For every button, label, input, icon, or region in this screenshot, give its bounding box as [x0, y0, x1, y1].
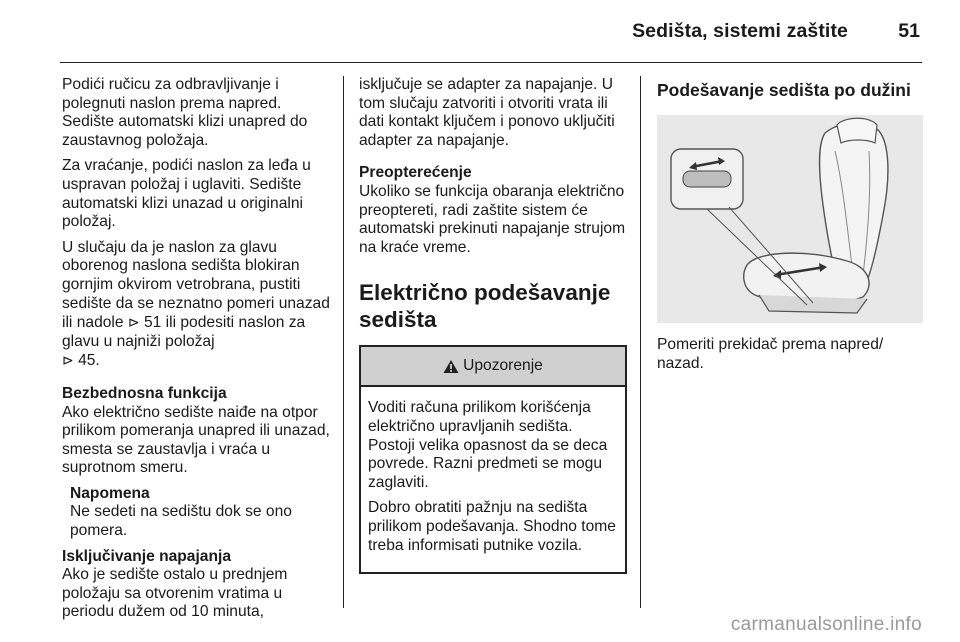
warning-paragraph-2: Dobro obratiti pažnju na sedišta prilikom podešavanja. Shodno tome treba informisati putnike vozila. [368, 499, 616, 554]
warning-paragraph-1: Voditi računa prilikom korišćenja električno upravljanih sedišta. Postoji velika opasnost da se deca povrede. Razni predmeti se mogu zaglaviti. [368, 399, 608, 491]
column-2 [359, 76, 627, 574]
note-block [62, 485, 330, 541]
warning-header [361, 347, 625, 387]
paragraph-headrest-blocked: U slučaju da je naslon za glavu oborenog naslona sedišta blokiran gornjim okvirom vetrobrana, pustiti sedište da se neznatno pomeri unazad ili nadole ⊳ 51 ili podesiti naslon za glavu u najniži položaj ⊳ 45. [62, 238, 330, 370]
page-ref-arrow-icon: ⊳ [127, 314, 140, 331]
page-ref-arrow-icon: ⊳ [62, 352, 74, 369]
warning-box [359, 345, 627, 574]
page-reference-link[interactable]: 51 [143, 314, 162, 332]
paragraph-safety-function: Ako električno sedište naiđe na otpor prilikom pomeranja unapred ili unazad, smesta se zaustavlja i vraća u suprotnom smeru. [62, 403, 330, 477]
column-divider-1 [343, 76, 344, 608]
warning-title: Upozorenje [463, 357, 543, 375]
paragraph-power-off-continued: isključuje se adapter za napajanje. U tom slučaju zatvoriti i otvoriti vrata ili dati kontakt ključem i ponovo uključiti adapter za napajanje. [359, 76, 615, 149]
paragraph-fold-seat: Podići ručicu za odbravljivanje i polegnuti naslon prema napred. Sedište automatski klizi unapred do zaustavnog položaja. [62, 76, 308, 149]
note-text: Ne sedeti na sedištu dok se ono pomera. [70, 503, 292, 540]
warning-body [361, 387, 625, 572]
heading-overload: Preopterećenje [359, 164, 472, 182]
figure-caption: Pomeriti prekidač prema napred/ nazad. [657, 336, 884, 372]
section-title-electric-seat: Električno podešavanje sedišta [359, 280, 611, 333]
column-3 [657, 76, 923, 380]
column-1 [62, 76, 330, 629]
page-reference-link[interactable]: 45. [78, 352, 100, 370]
page-header-title: Sedišta, sistemi zaštite [632, 20, 848, 42]
watermark: carmanualsonline.info [730, 614, 922, 635]
header-divider [60, 62, 922, 63]
heading-safety-function: Bezbednosna funkcija [62, 384, 227, 402]
section-title-seat-length: Podešavanje sedišta po dužini [657, 80, 911, 100]
column-divider-2 [640, 76, 641, 608]
paragraph-power-off: Ako je sedište ostalo u prednjem položaju sa otvorenim vratima u periodu dužem od 10 minuta, [62, 566, 288, 621]
note-title: Napomena [70, 484, 150, 502]
heading-power-off: Isključivanje napajanja [62, 547, 232, 565]
seat-adjustment-illustration [657, 115, 923, 323]
page-number: 51 [898, 20, 920, 42]
paragraph-return-seat: Za vraćanje, podići naslon za leđa u uspravan položaj i uglaviti. Sedište automatski klizi unazad u originalni položaj. [62, 157, 311, 231]
warning-icon [443, 359, 459, 374]
paragraph-overload: Ukoliko se funkcija obaranja električno preoptereti, radi zaštite sistem će automatski prekinuti napajanje strujom na kraće vreme. [359, 182, 626, 256]
